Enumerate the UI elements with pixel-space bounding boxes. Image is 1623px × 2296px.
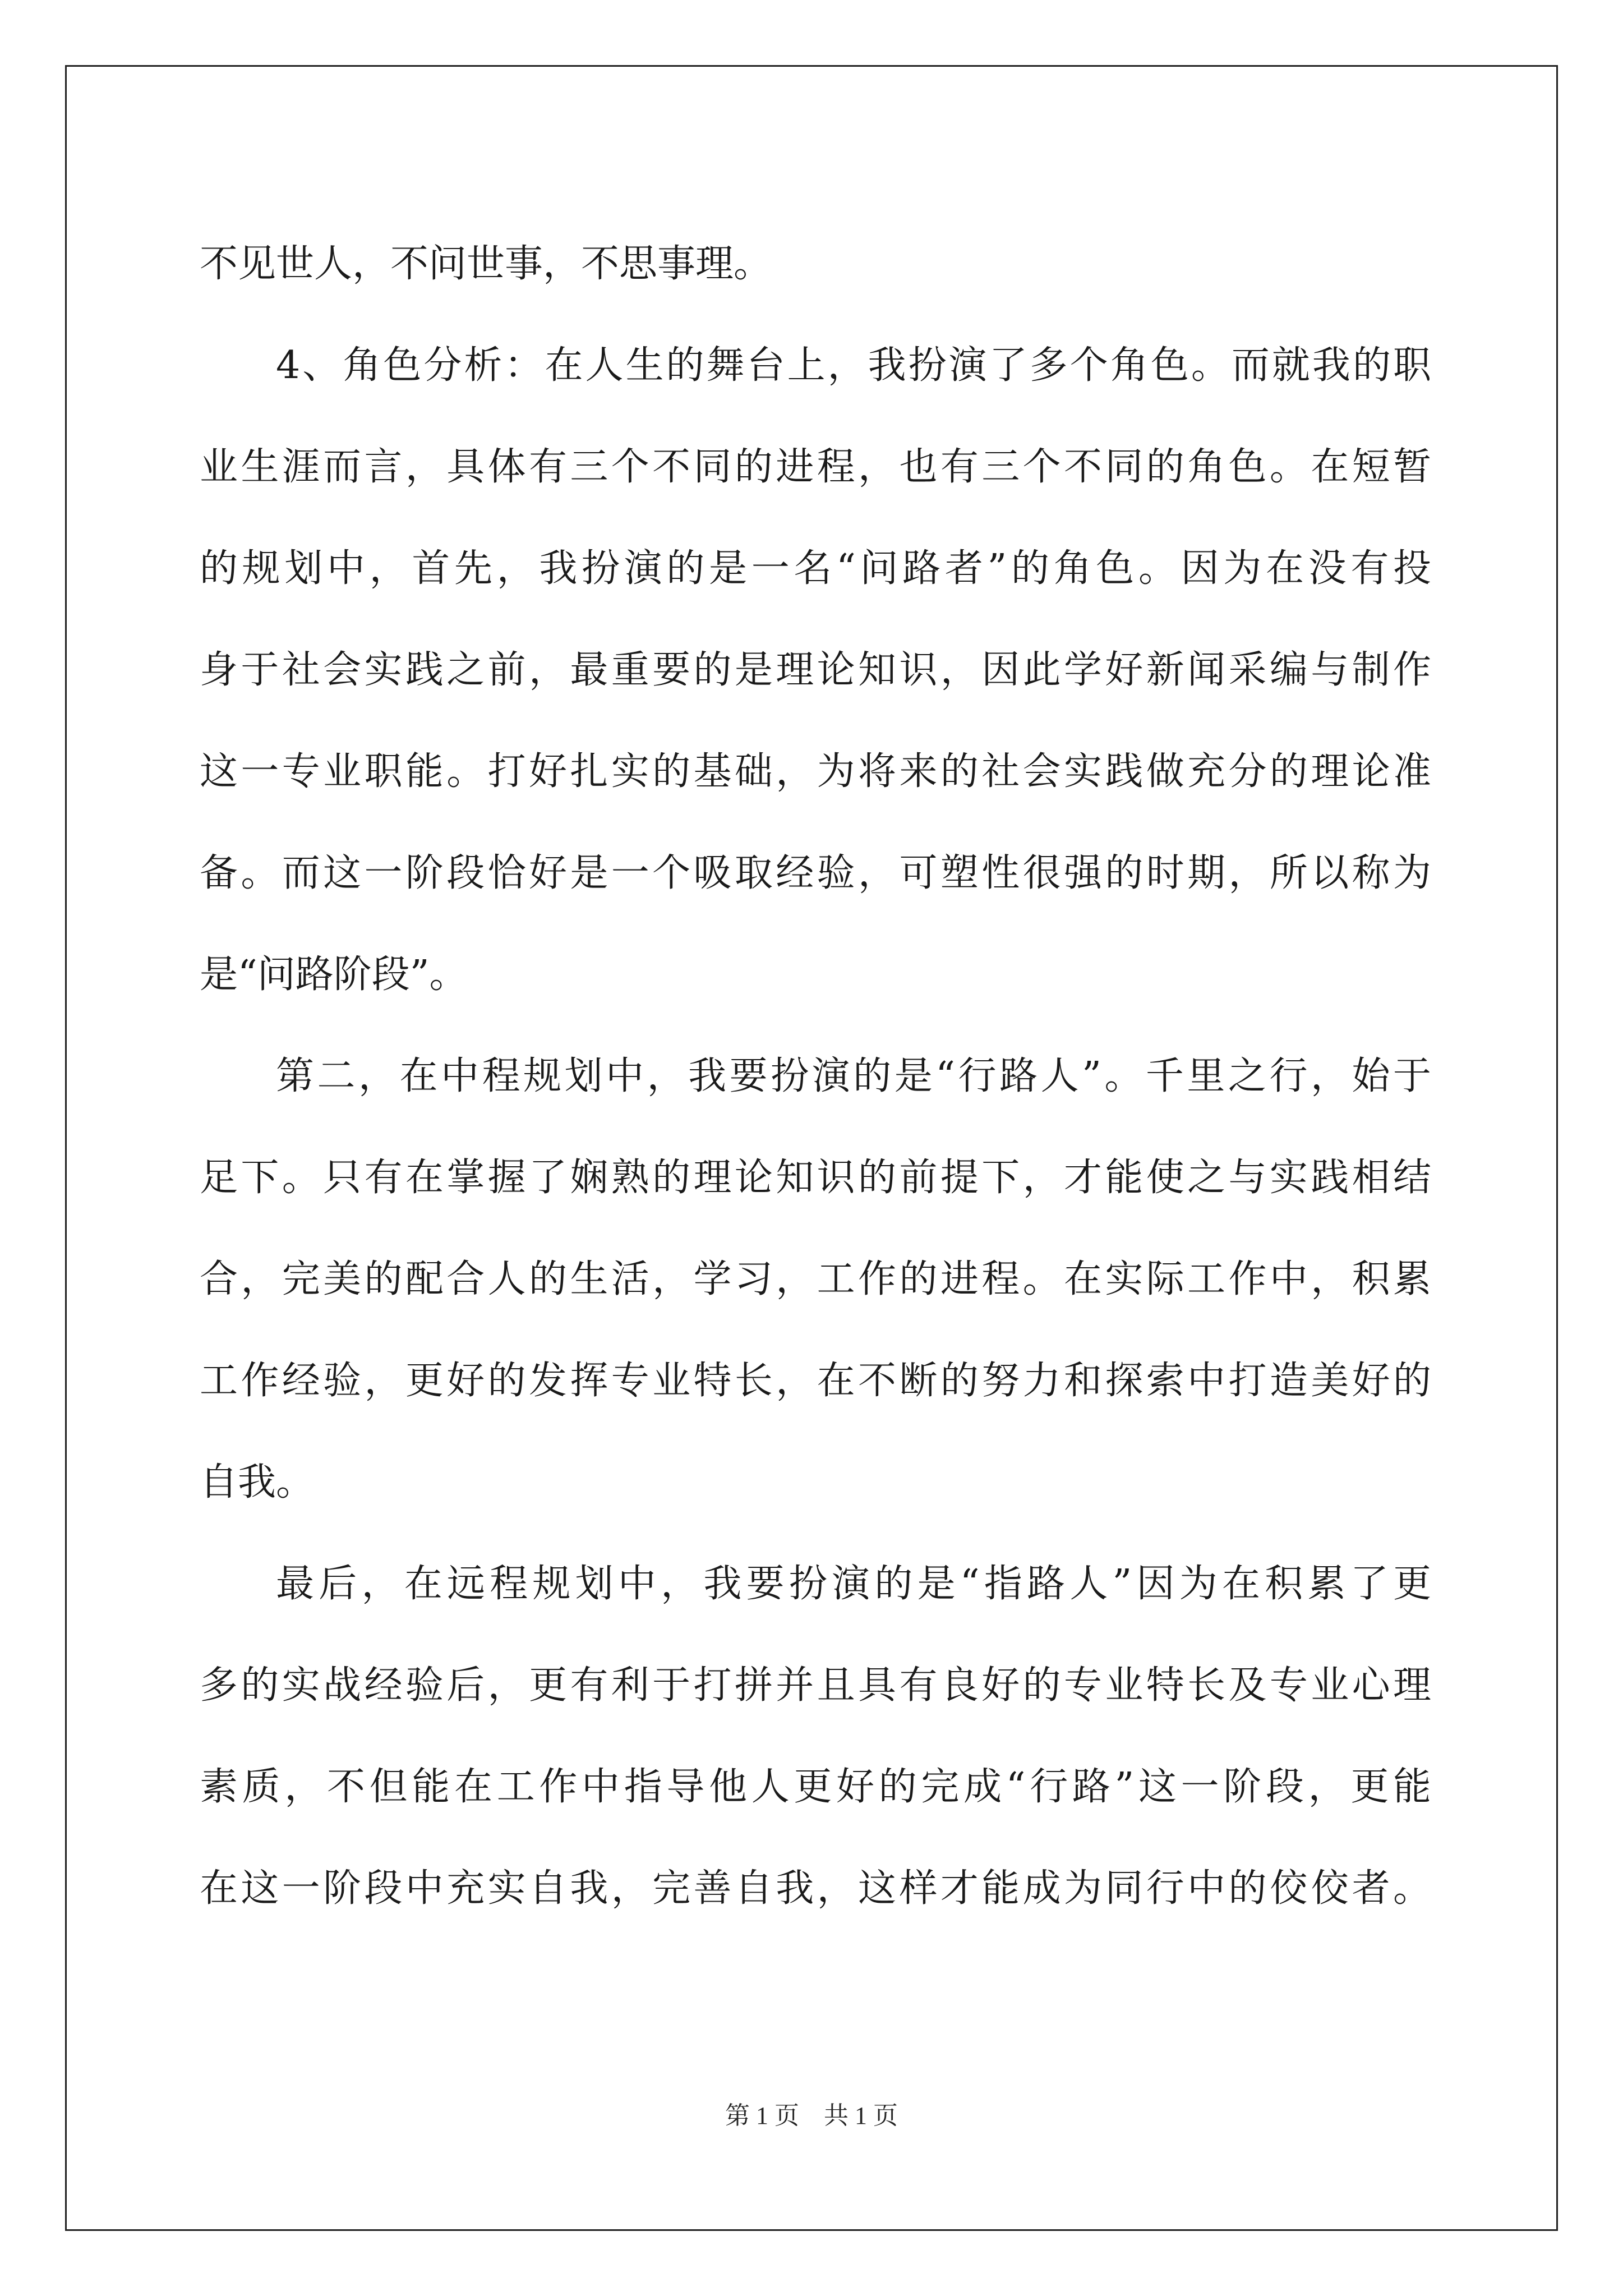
text-line: 是“问路阶段”。	[200, 953, 468, 997]
text-line: 合，完美的配合人的生活，学习，工作的进程。在实际工作中，积累	[200, 1257, 1431, 1301]
text-line: 第二，在中程规划中，我要扮演的是“行路人”。千里之行，始于	[276, 1054, 1431, 1098]
document-body	[200, 213, 1431, 1939]
text-line: 备。而这一阶段恰好是一个吸取经验，可塑性很强的时期，所以称为	[200, 851, 1431, 895]
text-line: 在这一阶段中充实自我，完善自我，这样才能成为同行中的佼佼者。	[200, 1866, 1431, 1911]
text-line: 工作经验，更好的发挥专业特长，在不断的努力和探索中打造美好的	[200, 1359, 1431, 1403]
text-line: 4、角色分析：在人生的舞台上，我扮演了多个角色。而就我的职	[276, 343, 1431, 388]
text-line: 业生涯而言，具体有三个不同的进程，也有三个不同的角色。在短暂	[200, 445, 1431, 489]
text-line: 素质，不但能在工作中指导他人更好的完成“行路”这一阶段，更能	[200, 1765, 1431, 1809]
text-line: 足下。只有在掌握了娴熟的理论知识的前提下，才能使之与实践相结	[200, 1156, 1431, 1200]
page-number-footer: 第 1 页 共 1 页	[725, 2102, 898, 2129]
text-line: 这一专业职能。打好扎实的基础，为将来的社会实践做充分的理论准	[200, 749, 1431, 794]
text-line: 不见世人，不问世事，不思事理。	[200, 242, 772, 286]
text-line: 的规划中，首先，我扮演的是一名“问路者”的角色。因为在没有投	[200, 546, 1431, 591]
text-line: 自我。	[200, 1460, 315, 1504]
text-line: 最后，在远程规划中，我要扮演的是“指路人”因为在积累了更	[276, 1562, 1431, 1606]
text-line: 身于社会实践之前，最重要的是理论知识，因此学好新闻采编与制作	[200, 648, 1431, 692]
text-line: 多的实战经验后，更有利于打拼并且具有良好的专业特长及专业心理	[200, 1663, 1431, 1708]
